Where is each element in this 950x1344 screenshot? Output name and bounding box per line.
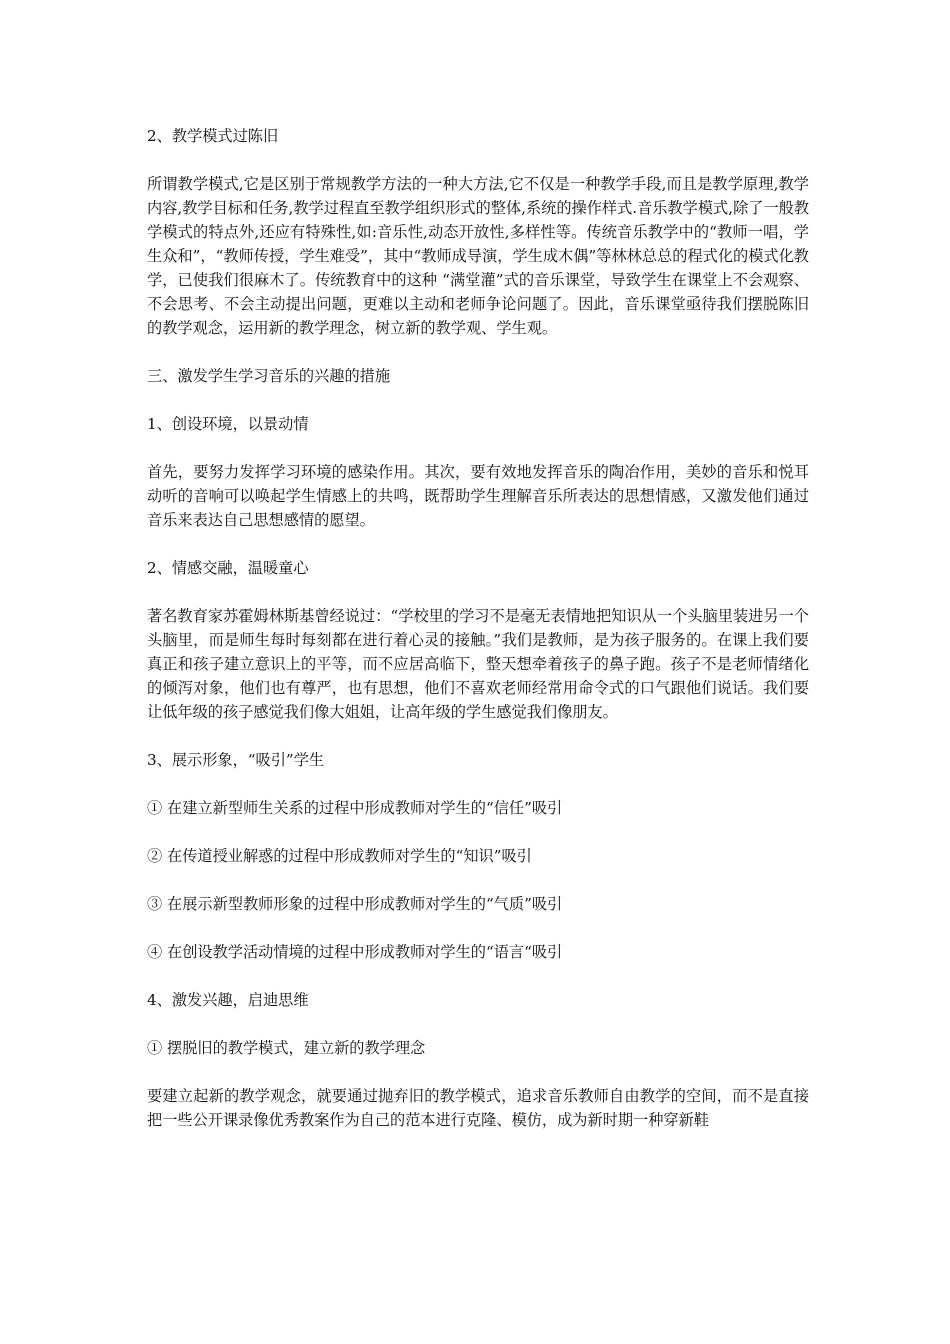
paragraph-new-concept: 要建立起新的教学观念，就要通过抛弃旧的教学模式，追求音乐教师自由教学的空间，而不是直接把一些公开课录像优秀教案作为自己的范本进行克隆、模仿，成为新时期一种穿新鞋: [147, 1087, 809, 1129]
section-heading-emotion: 2、情感交融，温暖童心: [147, 559, 309, 577]
list-item-new-concept: ① 摆脱旧的教学模式，建立新的教学理念: [147, 1039, 426, 1057]
chapter-heading-measures: 三、激发学生学习音乐的兴趣的措施: [147, 367, 390, 385]
paragraph-emotion: 著名教育家苏霍姆林斯基曾经说过：“学校里的学习不是毫无表情地把知识从一个头脑里装进另一个头脑里，而是师生每时每刻都在进行着心灵的接触。”我们是教师，是为孩子服务的。在课上我们要真正和孩子建立意识上的平等，而不应居高临下，整天想牵着孩子的鼻子跑。孩子不是老师情绪化的倾泻对象，他们也有尊严，也有思想，他们不喜欢老师经常用命令式的口气跟他们说话。我们要让低年级的孩子感觉我们像大姐姐，让高年级的学生感觉我们像朋友。: [147, 607, 809, 721]
list-item-knowledge: ② 在传道授业解惑的过程中形成教师对学生的“知识”吸引: [147, 847, 532, 865]
list-item-language: ④ 在创设教学活动情境的过程中形成教师对学生的“语言“吸引: [147, 943, 563, 961]
list-item-trust: ① 在建立新型师生关系的过程中形成教师对学生的“信任”吸引: [147, 799, 563, 817]
section-heading-interest: 4、激发兴趣，启迪思维: [147, 991, 309, 1009]
section-heading-teaching-mode: 2、教学模式过陈旧: [147, 127, 279, 145]
section-heading-environment: 1、创设环境，以景动情: [147, 415, 309, 433]
list-item-temperament: ③ 在展示新型教师形象的过程中形成教师对学生的“气质”吸引: [147, 895, 563, 913]
document-body: [147, 124, 809, 1156]
paragraph-environment: 首先，要努力发挥学习环境的感染作用。其次，要有效地发挥音乐的陶冶作用，美妙的音乐和悦耳动听的音响可以唤起学生情感上的共鸣，既帮助学生理解音乐所表达的思想情感，又激发他们通过音乐来表达自己思想感情的愿望。: [147, 463, 809, 529]
paragraph-teaching-mode: 所谓教学模式,它是区别于常规教学方法的一种大方法,它不仅是一种教学手段,而且是教学原理,教学内容,教学目标和任务,教学过程直至教学组织形式的整体,系统的操作样式.音乐教学模式,除了一般教学模式的特点外,还应有特殊性,如:音乐性,动态开放性,多样性等。传统音乐教学中的“教师一唱，学生众和”，“教师传授，学生难受”，其中“教师成导演，学生成木偶”等林林总总的程式化的模式化教学，已使我们很麻木了。传统教育中的这种 “满堂灌”式的音乐课堂，导致学生在课堂上不会观察、不会思考、不会主动提出问题，更难以主动和老师争论问题了。因此，音乐课堂亟待我们摆脱陈旧的教学观念，运用新的教学理念，树立新的教学观、学生观。: [147, 175, 810, 337]
section-heading-image: 3、展示形象，“吸引”学生: [147, 751, 325, 769]
